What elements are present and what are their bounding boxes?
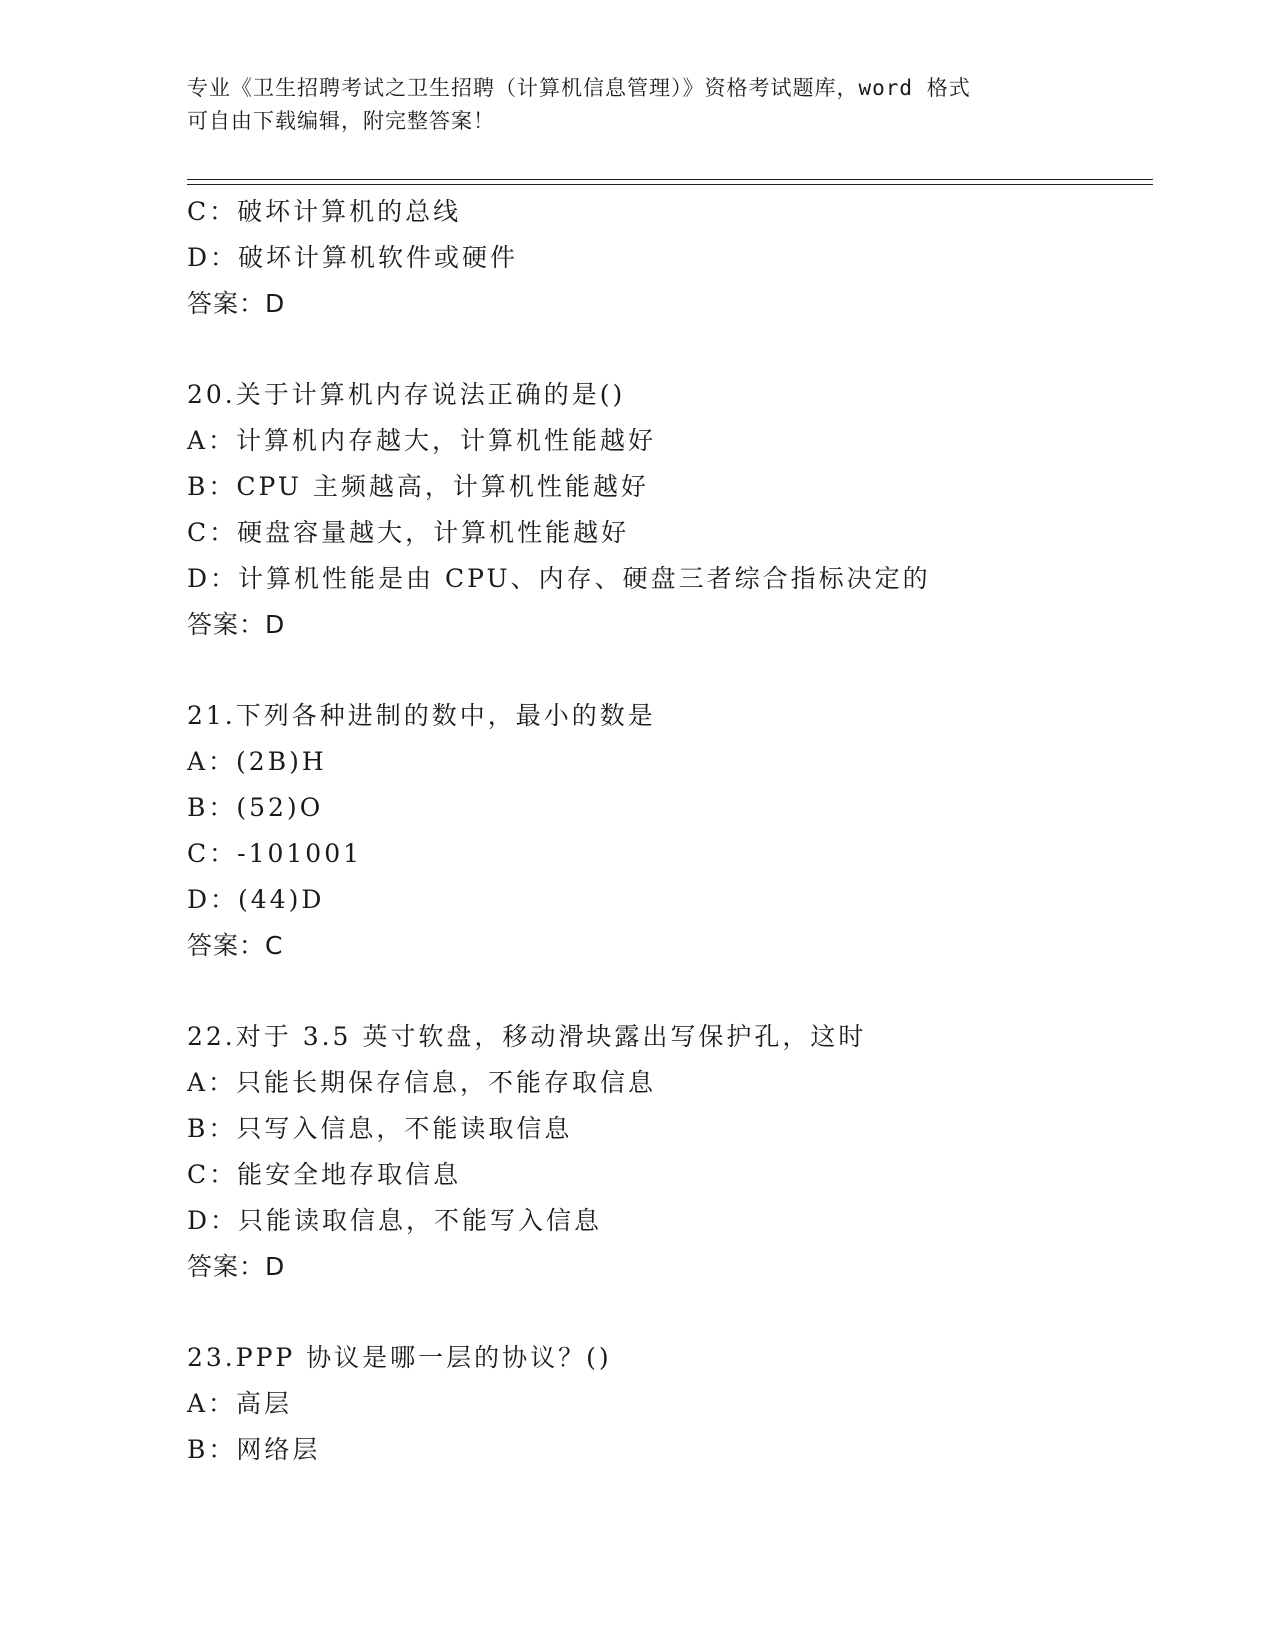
option-a: A：(2B)H bbox=[187, 747, 327, 776]
option-b: B：只写入信息，不能读取信息 bbox=[187, 1114, 573, 1143]
header-line-1: 专业《卫生招聘考试之卫生招聘（计算机信息管理）》资格考试题库，word 格式 bbox=[187, 76, 971, 100]
option-c: C：破坏计算机的总线 bbox=[187, 197, 462, 226]
answer-line: 答案：D bbox=[187, 289, 286, 318]
question-gap bbox=[187, 1290, 1187, 1335]
option-b: B：CPU 主频越高，计算机性能越好 bbox=[187, 472, 649, 501]
header-divider-bottom bbox=[187, 184, 1153, 185]
question-stem-21: 21.下列各种进制的数中，最小的数是 bbox=[187, 701, 656, 730]
option-c: C：能安全地存取信息 bbox=[187, 1160, 462, 1189]
option-d: D：计算机性能是由 CPU、内存、硬盘三者综合指标决定的 bbox=[187, 564, 931, 593]
option-d: D：(44)D bbox=[187, 885, 325, 914]
question-list bbox=[187, 189, 1187, 1473]
question-gap bbox=[187, 648, 1187, 693]
option-d: D：只能读取信息，不能写入信息 bbox=[187, 1206, 603, 1235]
option-c: C：硬盘容量越大，计算机性能越好 bbox=[187, 518, 630, 547]
answer-line: 答案：C bbox=[187, 931, 284, 960]
option-c: C：-101001 bbox=[187, 839, 363, 868]
question-gap bbox=[187, 327, 1187, 372]
question-stem-22: 22.对于 3.5 英寸软盘，移动滑块露出写保护孔，这时 bbox=[187, 1022, 867, 1051]
header-divider-top bbox=[187, 179, 1153, 180]
option-b: B：(52)O bbox=[187, 793, 324, 822]
document-header bbox=[187, 72, 1087, 138]
option-b: B：网络层 bbox=[187, 1435, 321, 1464]
question-stem-23: 23.PPP 协议是哪一层的协议？() bbox=[187, 1343, 612, 1372]
option-a: A：计算机内存越大，计算机性能越好 bbox=[187, 426, 657, 455]
answer-line: 答案：D bbox=[187, 1252, 286, 1281]
option-d: D：破坏计算机软件或硬件 bbox=[187, 243, 519, 272]
answer-line: 答案：D bbox=[187, 610, 286, 639]
option-a: A：只能长期保存信息，不能存取信息 bbox=[187, 1068, 657, 1097]
header-line-2: 可自由下载编辑，附完整答案！ bbox=[187, 109, 495, 133]
option-a: A：高层 bbox=[187, 1389, 293, 1418]
question-stem-20: 20.关于计算机内存说法正确的是() bbox=[187, 380, 626, 409]
question-gap bbox=[187, 969, 1187, 1014]
